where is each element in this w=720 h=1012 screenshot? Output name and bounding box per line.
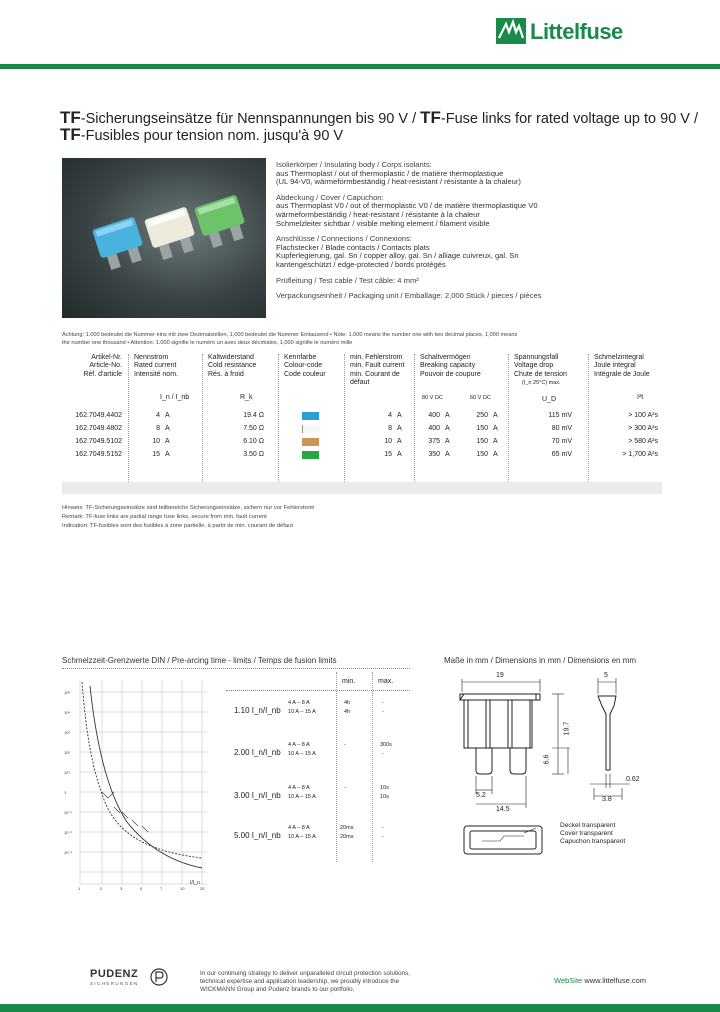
prearc-row: 2.00 I_n/I_nb 4 A – 8 A 10 A – 15 A - 300s -: [234, 742, 392, 757]
note-line-1: Achtung: 1.000 bedeutet die Nummer eins mit zwei Dezimalstellen, 1,000 bedeutet die Nummer Eintausend • Note: 1.000 means the number one with two decimal places, 1,000 means: [62, 332, 518, 338]
sub-bc-80: 80 V DC: [422, 395, 443, 401]
title-text-1a: -Sicherungseinsätze für Nennspannungen bis 90 V /: [80, 111, 421, 127]
header-cold-resistance: Kaltwiderstand Cold resistance Rés. à froid: [208, 354, 257, 378]
prearc-graph: [62, 672, 212, 892]
spec-line: aus Thermoplast V0 / out of thermoplastic V0 / de matière thermoplastique V0: [276, 201, 538, 211]
title-tf-2: TF: [420, 108, 441, 127]
sub-current: I_n / I_nb: [160, 394, 190, 401]
svg-text:5: 5: [140, 886, 143, 891]
pudenz-mark-icon: [150, 968, 168, 986]
product-table: [62, 354, 662, 496]
svg-text:2: 2: [100, 886, 103, 891]
svg-text:7: 7: [160, 886, 163, 891]
prearc-col-divider: [336, 672, 337, 862]
littelfuse-logo: [496, 18, 636, 46]
pudenz-name: PUDENZ: [90, 968, 139, 980]
footnote: Indication: TF-fusibles sont des fusibles à zone partielle, à partir de min. courant de défaut: [62, 522, 293, 529]
pudenz-logo: [90, 968, 170, 994]
dim-height-2: 6.6: [543, 754, 551, 765]
note-line-2: the number one thousand • Attention: 1.000 signifie le numéro un avec deux décimales, 1,000 signifie le numéro mille: [62, 339, 353, 346]
prearc-graph-svg: [62, 672, 212, 892]
header-joule-integral: Schmelzintegral Joule integral Intégrale de Joule: [594, 354, 650, 378]
sub-i2t: I²t: [637, 394, 644, 401]
footer-text: In our continuing strategy to deliver unparalleled circuit protection solutions, technical expertise and application leadership, we proudly introduce the WICKMANN Group and Pudenz brands to our portfolio.: [200, 970, 411, 993]
prearc-row: 3.00 I_n/I_nb 4 A – 8 A 10 A – 15 A - 10s 10s: [234, 785, 389, 800]
prearc-col-min: min.: [342, 678, 356, 685]
table-row: 162.7049.5102 10 A 6.10 Ω 10 A 375 A 150 A 70 mV > 580 A²s: [75, 438, 658, 445]
top-green-bar: [0, 64, 720, 69]
svg-text:1: 1: [64, 790, 67, 795]
sub-bc-60: 60 V DC: [470, 395, 491, 401]
specs-list: [276, 161, 666, 308]
littelfuse-logo-icon: [496, 18, 526, 44]
title-text-2a: -Fusibles pour tension nom. jusqu'à 90 V: [80, 128, 344, 144]
spec-packaging: [276, 292, 666, 301]
header-article: Artikel-Nr. Article-No. Réf. d'article: [83, 354, 122, 378]
spec-line: Kupferlegierung, gal. Sn / copper alloy, gal. Sn / alliage cuivreux, gal. Sn: [276, 251, 519, 261]
prearc-row: 5.00 I_n/I_nb 4 A – 8 A 10 A – 15 A 20ms 20ms - -: [234, 825, 384, 840]
colour-swatch-tan: [302, 438, 319, 446]
website-url[interactable]: www.littelfuse.com: [584, 976, 646, 985]
spec-test-cable: [276, 277, 666, 286]
brand-name: Littelfuse: [530, 19, 623, 44]
dimensions-drawing: [440, 670, 662, 860]
svg-text:3: 3: [120, 886, 123, 891]
sub-vdrop: U_D: [542, 396, 557, 403]
dimensions-title: Maße in mm / Dimensions in mm / Dimensions en mm: [444, 656, 637, 665]
spec-heading: Anschlüsse / Connections / Connexions:: [276, 234, 412, 244]
website-label: WebSite: [554, 976, 583, 985]
colour-swatch-green: [302, 451, 319, 459]
spec-cover: [276, 194, 666, 228]
prearc-rule: [62, 668, 410, 669]
svg-text:10⁵: 10⁵: [64, 690, 71, 695]
svg-text:10⁻¹: 10⁻¹: [64, 810, 72, 815]
svg-text:10: 10: [180, 886, 185, 891]
title-text-1b: -Fuse links for rated voltage up to 90 V /: [440, 111, 699, 127]
colour-swatch-blue: [302, 412, 319, 420]
dim-side-w: 3.8: [602, 796, 612, 803]
dim-side-pin: 0.62: [626, 776, 640, 783]
svg-text:20: 20: [200, 886, 205, 891]
dim-side-top: 5: [604, 672, 608, 679]
spec-insulating: [276, 161, 666, 187]
bottom-green-bar: [0, 1004, 720, 1012]
footnote: Remark: TF-fuse links are partial range fuse links, secure from min. fault current: [62, 513, 267, 520]
svg-text:10⁻³: 10⁻³: [64, 850, 72, 855]
title-tf-1: TF: [60, 108, 81, 127]
prearc-header-rule: [226, 690, 410, 691]
header-breaking-capacity: Schaltvermögen Breaking capacity Pouvoir de coupure: [420, 354, 481, 378]
website-link[interactable]: [554, 976, 646, 985]
footnote: Hinweis: TF-Sicherungseinsätze sind teilbereichs Sicherungseinsätze, sichern nur vor Fehlerstrom: [62, 505, 315, 511]
table-row: 162.7049.5152 15 A 3.50 Ω 15 A 350 A 150 A 65 mV > 1,700 A²s: [75, 451, 658, 458]
svg-text:10²: 10²: [64, 750, 70, 755]
spec-line: Flachstecker / Blade contacts / Contacts plats: [276, 242, 430, 252]
spec-heading: Verpackungseinheit / Packaging unit / Emballage: 2,000 Stück / pieces / pièces: [276, 291, 542, 301]
dim-height-1: 19.7: [563, 721, 571, 736]
dim-width: 19: [496, 672, 504, 679]
sub-resistance: R_k: [240, 394, 253, 401]
svg-text:10¹: 10¹: [64, 770, 70, 775]
graph-x-label: I/I_n: [190, 880, 200, 886]
spec-connections: [276, 235, 666, 269]
page-title-line1: [60, 110, 698, 127]
title-tf-3: TF: [60, 125, 81, 144]
table-grey-band: [62, 482, 662, 494]
svg-text:1: 1: [78, 886, 81, 891]
header-voltage-drop: Spannungsfall Voltage drop Chute de tension (I_n 25°C) max.: [514, 354, 567, 386]
spec-line: (UL 94-V0, wärmeformbeständig / heat-resistant / résistante à la chaleur): [276, 177, 521, 187]
header-rated-current: Nennstrom Rated current Intensité nom.: [134, 354, 178, 378]
spec-line: kantengeschützt / edge-protected / bords protégés: [276, 259, 446, 269]
fuse-dimension-drawing: [440, 670, 662, 860]
spec-line: aus Thermoplast / out of thermoplastic / de matière thermoplastique: [276, 168, 504, 178]
svg-text:10⁻²: 10⁻²: [64, 830, 72, 835]
spec-line: wärmeformbeständig / heat-resistant / résistante à la chaleur: [276, 209, 480, 219]
decimal-note: [62, 332, 662, 347]
spec-heading: Prüfleitung / Test cable / Test câble: 4 mm²: [276, 275, 419, 285]
spec-line: Schmelzleiter sichtbar / visible melting element / filament visible: [276, 218, 490, 228]
cover-label: Deckel transparent Cover transparent Capuchon transparent: [560, 822, 626, 845]
header-colour-code: Kennfarbe Colour-code Code couleur: [284, 354, 326, 378]
prearc-title: Schmelzzeit-Grenzwerte DIN / Pre-arcing time - limits / Temps de fusion limits: [62, 656, 337, 665]
spec-heading: Isolierkörper / Insulating body / Corps isolants:: [276, 160, 432, 169]
table-row: 162.7049.4802 8 A 7.50 Ω 8 A 400 A 150 A 80 mV > 300 A²s: [75, 425, 658, 432]
product-photo: [62, 158, 266, 318]
spec-heading: Abdeckung / Cover / Capuchon:: [276, 192, 384, 202]
svg-text:10⁴: 10⁴: [64, 710, 71, 715]
svg-text:10³: 10³: [64, 730, 70, 735]
footnotes: [62, 504, 315, 530]
colour-swatch-white: [302, 425, 320, 433]
prearc-col-divider: [372, 672, 373, 862]
fuses-photo-illustration: [62, 158, 266, 318]
prearc-col-max: max.: [378, 678, 394, 685]
table-row: 162.7049.4402 4 A 19.4 Ω 4 A 400 A 250 A 115 mV > 100 A²s: [75, 412, 658, 419]
pudenz-sub: SICHERUNGEN: [90, 981, 139, 986]
header-fault-current: min. Fehlerstrom min. Fault current min. Courant de défaut: [350, 354, 405, 386]
page-title-line2: [60, 127, 343, 144]
dim-blade-1: 5.2: [476, 792, 486, 799]
prearc-row: 1.10 I_n/I_nb 4 A – 8 A 10 A – 15 A 4h 4h - -: [234, 700, 384, 715]
dim-blade-2: 14.5: [496, 806, 510, 813]
